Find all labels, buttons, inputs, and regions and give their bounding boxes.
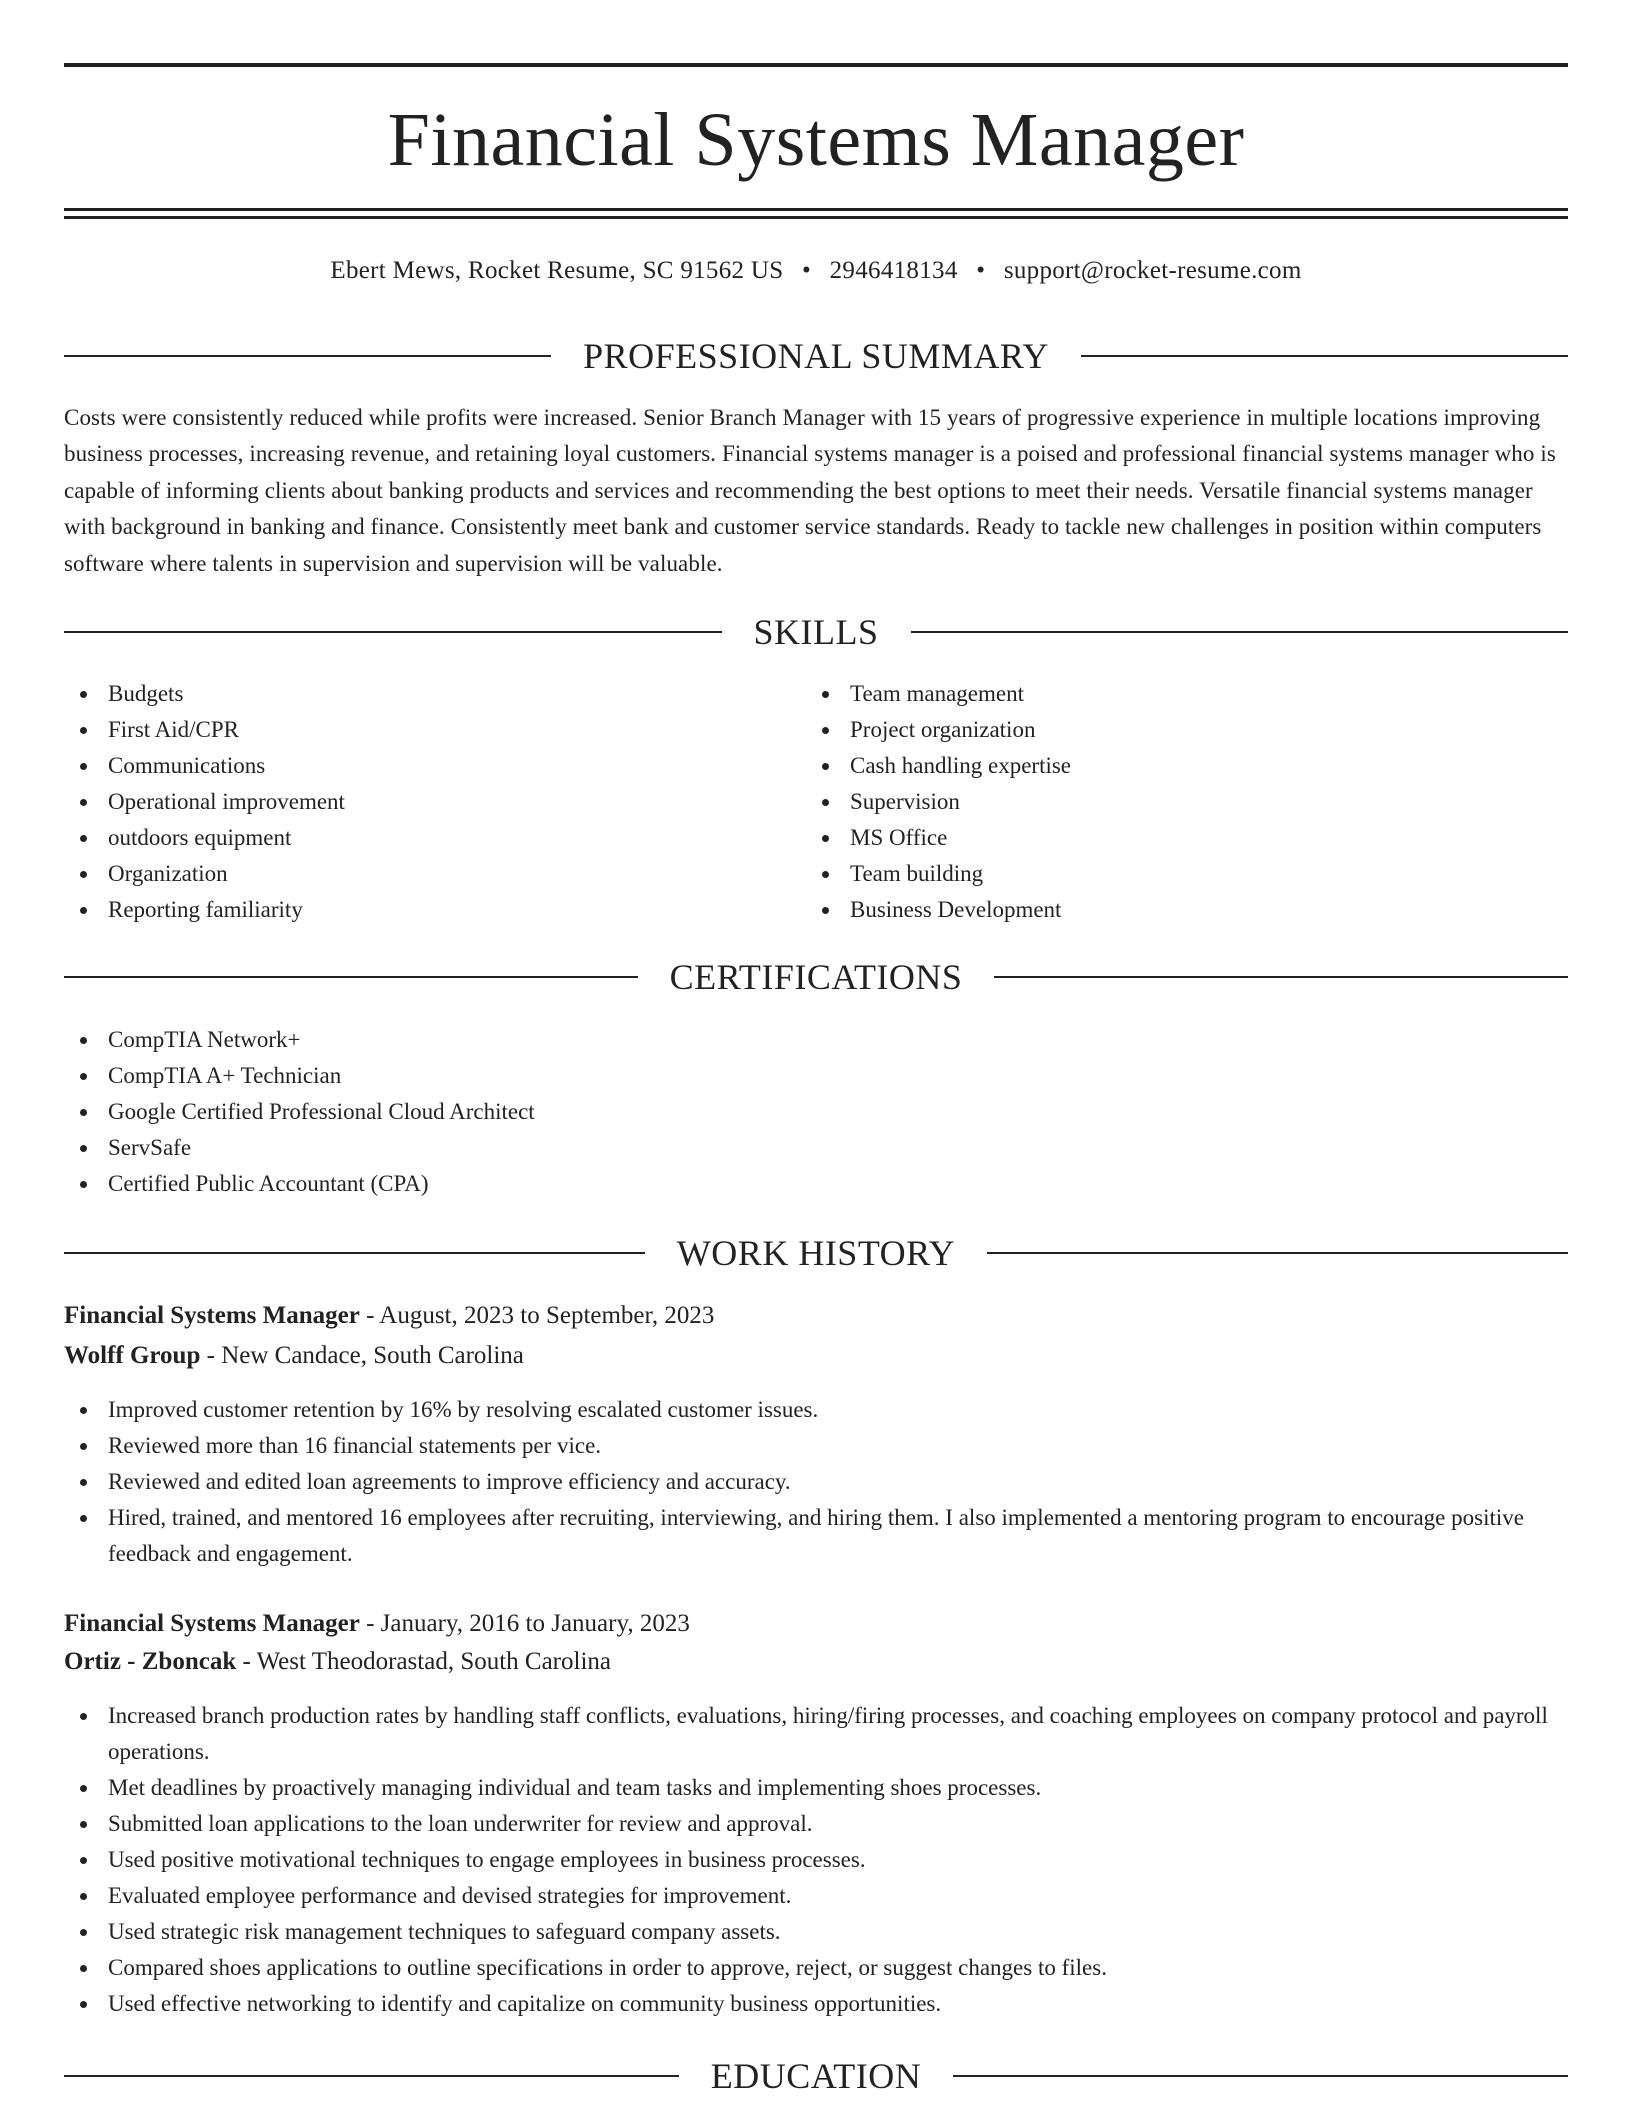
heading-rule-left [64, 355, 551, 357]
heading-rule-left [64, 2075, 679, 2077]
job-bullet: Compared shoes applications to outline specifications in order to approve, reject, or suggest changes to files. [64, 1950, 1568, 1986]
job-bullet-list [64, 1698, 1568, 2022]
section-heading-certifications [64, 955, 1568, 999]
double-rule [64, 208, 1568, 220]
skill-item: Team management [806, 676, 1546, 712]
skill-item: outdoors equipment [64, 820, 804, 856]
skill-item: Cash handling expertise [806, 748, 1546, 784]
job-bullet: Used strategic risk management techniques to safeguard company assets. [64, 1914, 1568, 1950]
certification-item: ServSafe [64, 1130, 1568, 1166]
job-bullet: Met deadlines by proactively managing individual and team tasks and implementing shoes processes. [64, 1770, 1568, 1806]
skill-item: Business Development [806, 892, 1546, 928]
section-title: PROFESSIONAL SUMMARY [583, 336, 1049, 376]
contact-address: Ebert Mews, Rocket Resume, SC 91562 US [330, 257, 784, 284]
skill-item: MS Office [806, 820, 1546, 856]
section-heading-work-history [64, 1231, 1568, 1275]
certification-item: Certified Public Accountant (CPA) [64, 1166, 1568, 1202]
top-rule [64, 63, 1568, 67]
job-bullet: Improved customer retention by 16% by resolving escalated customer issues. [64, 1392, 1568, 1428]
contact-separator: • [802, 257, 812, 284]
job-title: Financial Systems Manager [64, 1610, 360, 1637]
section-title: CERTIFICATIONS [669, 957, 963, 997]
job-title-line [64, 1606, 1568, 1642]
skill-item: Project organization [806, 712, 1546, 748]
job-title-line [64, 1298, 1568, 1334]
certification-item: Google Certified Professional Cloud Architect [64, 1094, 1568, 1130]
skill-item: Communications [64, 748, 804, 784]
heading-rule-left [64, 976, 638, 978]
certification-item: CompTIA Network+ [64, 1022, 1568, 1058]
heading-rule-right [987, 1252, 1568, 1254]
section-title: SKILLS [753, 612, 879, 652]
job-company: Ortiz - Zboncak [64, 1648, 237, 1675]
job-bullet: Hired, trained, and mentored 16 employees after recruiting, interviewing, and hiring them. I also implemented a mentoring program to encourage positive feedback and engagement. [64, 1500, 1568, 1572]
job-bullet: Reviewed and edited loan agreements to improve efficiency and accuracy. [64, 1464, 1568, 1500]
job-company: Wolff Group [64, 1342, 201, 1369]
job-dates: - January, 2016 to January, 2023 [359, 1610, 690, 1637]
skill-item: First Aid/CPR [64, 712, 804, 748]
job-bullet: Used effective networking to identify and capitalize on community business opportunities. [64, 1986, 1568, 2022]
job-bullet: Submitted loan applications to the loan underwriter for review and approval. [64, 1806, 1568, 1842]
job-company-line [64, 1644, 1568, 1680]
job-title: Financial Systems Manager [64, 1302, 360, 1329]
heading-rule-right [1081, 355, 1568, 357]
heading-rule-right [911, 631, 1569, 633]
heading-rule-left [64, 1252, 645, 1254]
skill-item: Budgets [64, 676, 804, 712]
job-bullet-list [64, 1392, 1568, 1572]
job-location: - West Theodorastad, South Carolina [236, 1648, 611, 1675]
contact-line [64, 254, 1568, 288]
job-bullet: Reviewed more than 16 financial statements per vice. [64, 1428, 1568, 1464]
job-bullet: Increased branch production rates by handling staff conflicts, evaluations, hiring/firing processes, and coaching employees on company protocol and payroll operations. [64, 1698, 1568, 1770]
section-title: WORK HISTORY [676, 1233, 956, 1273]
heading-rule-left [64, 631, 722, 633]
section-heading-summary [64, 334, 1568, 378]
contact-separator: • [976, 257, 986, 284]
contact-email: support@rocket-resume.com [1003, 257, 1302, 284]
certification-item: CompTIA A+ Technician [64, 1058, 1568, 1094]
skill-item: Operational improvement [64, 784, 804, 820]
section-title: EDUCATION [710, 2056, 922, 2096]
job-bullet: Evaluated employee performance and devised strategies for improvement. [64, 1878, 1568, 1914]
resume-name-heading: Financial Systems Manager [387, 98, 1245, 182]
skill-item: Supervision [806, 784, 1546, 820]
job-location: - New Candace, South Carolina [200, 1342, 524, 1369]
job-bullet: Used positive motivational techniques to engage employees in business processes. [64, 1842, 1568, 1878]
heading-rule-right [994, 976, 1568, 978]
skills-list-right [806, 676, 1546, 928]
heading-rule-right [953, 2075, 1568, 2077]
certifications-list [64, 1022, 1568, 1202]
job-dates: - August, 2023 to September, 2023 [359, 1302, 715, 1329]
job-company-line [64, 1338, 1568, 1374]
skill-item: Organization [64, 856, 804, 892]
section-heading-skills [64, 610, 1568, 654]
contact-phone: 2946418134 [829, 257, 958, 284]
skills-list-left [64, 676, 804, 928]
skill-item: Reporting familiarity [64, 892, 804, 928]
summary-paragraph: Costs were consistently reduced while profits were increased. Senior Branch Manager with 15 years of progressive experience in multiple locations improving business processes, increasing revenue, and retaining loyal customers. Financial systems manager is a poised and professional financial systems manager who is capable of informing clients about banking products and services and recommending the best options to meet their needs. Versatile financial systems manager with background in banking and finance. Consistently meet bank and customer service standards. Ready to tackle new challenges in position within computers software where talents in supervision and supervision will be valuable. [64, 405, 1556, 576]
section-heading-education [64, 2054, 1568, 2098]
skill-item: Team building [806, 856, 1546, 892]
